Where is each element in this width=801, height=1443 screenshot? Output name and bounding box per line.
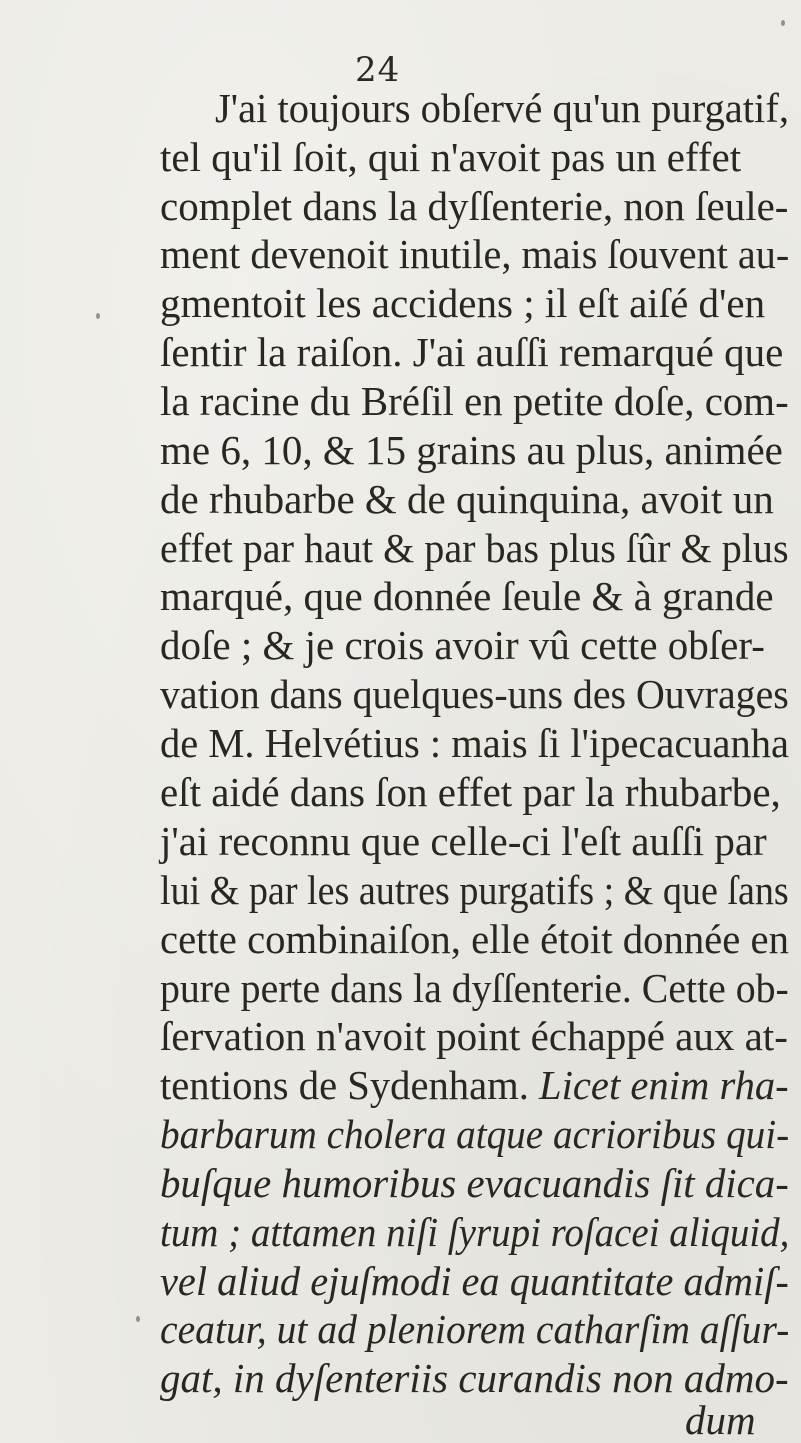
text-line-24: tum ; attamen niſi ſyrupi roſacei aliquid, [160, 1209, 790, 1255]
text-line-14: de M. Helvétius : mais ſi l'ipecacuanha [160, 720, 789, 766]
text-line-22: barbarum cholera atque acrioribus qui- [160, 1111, 790, 1157]
text-line-21 [160, 1062, 789, 1108]
text-line-11: marqué, que donnée ſeule & à grande [160, 573, 774, 619]
text-line-10: effet par haut & par bas plus ſûr & plus [160, 525, 789, 571]
text-line-6: ſentir la raiſon. J'ai auſſi remarqué que [160, 329, 784, 375]
text-line-5: gmentoit les accidens ; il eſt aiſé d'en [160, 280, 766, 326]
text-line-18: cette combinaiſon, elle étoit donnée en [160, 916, 789, 962]
text-line-27: gat, in dyſenteriis curandis non admo- [160, 1355, 789, 1401]
text-line-23: buſque humoribus evacuandis ſit dica- [160, 1160, 789, 1206]
text-line-7: la racine du Bréſil en petite doſe, com- [160, 378, 789, 424]
text-line-16: j'ai reconnu que celle-ci l'eſt auſſi par [160, 818, 767, 864]
text-line-4: ment devenoit inutile, mais ſouvent au- [160, 231, 790, 277]
text-line-15: eſt aidé dans ſon effet par la rhubarbe, [160, 769, 781, 815]
text-line-25: vel aliud ejuſmodi ea quantitate admiſ- [160, 1258, 789, 1304]
paper-speck [781, 20, 785, 26]
text-line-17: lui & par les autres purgatifs ; & que ſans [160, 867, 789, 913]
text-line-12: doſe ; & je crois avoir vû cette obſer- [160, 622, 765, 668]
text-line-9: de rhubarbe & de quinquina, avoit un [160, 476, 774, 522]
text-line-19: pure perte dans la dyſſenterie. Cette ob- [160, 965, 789, 1011]
paper-speck [136, 1316, 140, 1322]
text-line-2: tel qu'il ſoit, qui n'avoit pas un effet [160, 134, 742, 180]
text-line-26: ceatur, ut ad pleniorem catharſim aſſur- [160, 1306, 790, 1352]
page-number: 24 [355, 50, 401, 90]
text-line-1: J'ai toujours obſervé qu'un purgatif, [215, 85, 789, 131]
text-line-20: ſervation n'avoit point échappé aux at- [160, 1013, 788, 1059]
text-line-21-roman: tentions de Sydenham. [160, 1062, 540, 1108]
text-line-21-italic: Licet enim rha- [539, 1062, 789, 1108]
paper-speck [96, 313, 100, 319]
text-line-8: me 6, 10, & 15 grains au plus, animée [160, 427, 783, 473]
text-line-28: dum [685, 1397, 756, 1443]
text-line-13: vation dans quelques-uns des Ouvrages [160, 671, 789, 717]
text-line-3: complet dans la dyſſenterie, non ſeule- [160, 183, 789, 229]
